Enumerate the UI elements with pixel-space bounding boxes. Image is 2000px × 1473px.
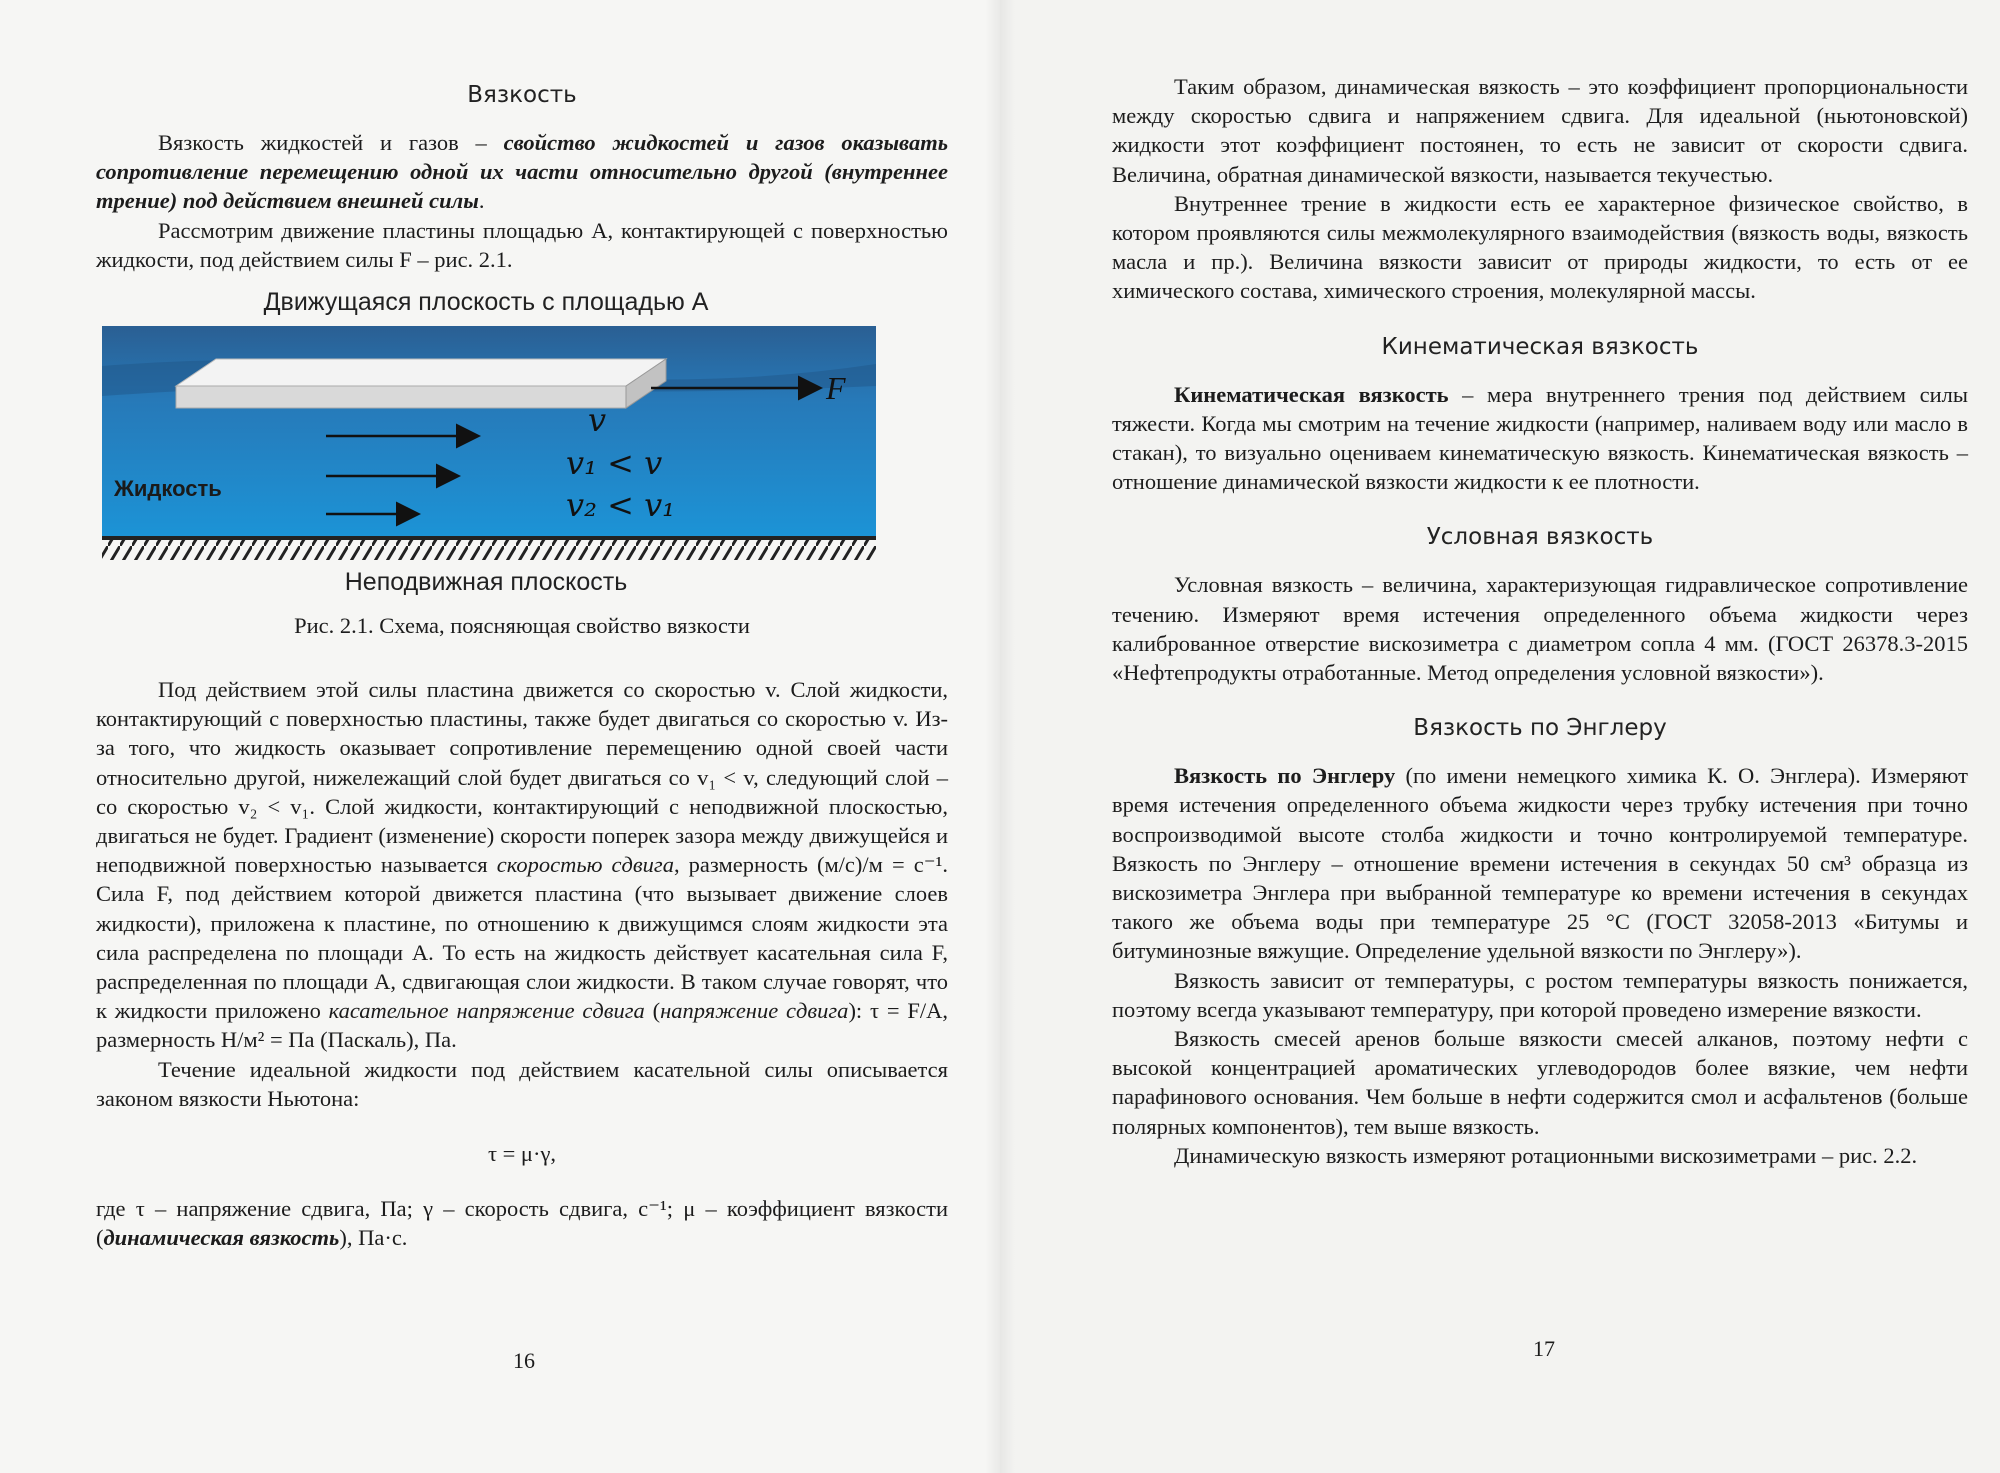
heading-kinematic: Кинематическая вязкость	[1381, 333, 1699, 360]
paragraph-rotational: Динамическую вязкость измеряют ротационными вискозиметрами – рис. 2.2.	[1174, 1142, 1918, 1168]
right-text	[1112, 72, 1968, 1170]
paragraph-newton: Течение идеальной жидкости под действием касательной силы описывается законом вязкости Ньютона:	[96, 1056, 948, 1111]
paragraph-definition	[96, 128, 948, 216]
legend-text-2: ), Па·с.	[339, 1225, 408, 1251]
figure-caption: Рис. 2.1. Схема, поясняющая свойство вязкости	[294, 613, 750, 638]
heading-viscosity: Вязкость	[467, 82, 577, 108]
paragraph-internal-friction: Внутреннее трение в жидкости есть ее характерное физическое свойство, в котором проявляются силы межмолекулярного взаимодействия (вязкость воды, вязкость масла и пр.). Величина вязкости зависит от природы жидкости, то есть от ее химического состава, химического строения, молекулярной массы.	[1112, 190, 1968, 304]
definition-end: .	[478, 188, 485, 214]
liquid-label: Жидкость	[114, 476, 222, 501]
heading-engler: Вязкость по Энглеру	[1413, 715, 1667, 742]
left-bottom-text	[96, 675, 948, 1253]
v-label: v	[588, 401, 607, 439]
shear-stress-term: касательное напряжение сдвига	[328, 998, 645, 1024]
paragraph-engler	[1112, 761, 1968, 965]
shear-text-1: Под действием этой силы пластина движется со скоростью v. Слой жидкости, контактирующий с поверхностью пластины, также будет двигаться со скоростью v. Из-за того, что жидкость оказывает сопротивление перемещению одной своей части относительно другой, нижележащий слой будет двигаться со v₁ < v, следующий слой – со скоростью v₂ < v₁. Слой жидкости, контактирующий с неподвижной плоскостью, двигаться не будет. Градиент (изменение) скорости поперек зазора между движущейся и неподвижной поверхностью называется	[96, 677, 948, 878]
dynamic-viscosity-term: динамическая вязкость	[103, 1225, 340, 1251]
kinematic-term: Кинематическая вязкость	[1174, 381, 1449, 407]
heading-conditional: Условная вязкость	[1426, 524, 1654, 551]
v1-label: v₁ < v	[566, 444, 663, 482]
paragraph-arenes: Вязкость смесей аренов больше вязкости смесей алканов, поэтому нефти с высокой концентрацией ароматических углеводородов более вязкие, чем нефти парафинового основания. Чем больше в нефти содержится смол и асфальтенов (больше полярных компонентов), тем выше вязкость.	[1112, 1026, 1968, 1139]
engler-term: Вязкость по Энглеру	[1174, 763, 1396, 789]
paragraph-conditional: Условная вязкость – величина, характеризующая гидравлическое сопротивление течению. Измеряют время истечения определенного объема жидкости через калиброванное отверстие вискозиметра с диаметром сопла 4 мм. (ГОСТ 26378.3-2015 «Нефтепродукты отработанные. Метод определения условной вязкости»).	[1112, 572, 1968, 686]
figure-top-label: Движущаяся плоскость с площадью А	[263, 288, 709, 316]
newton-formula: τ = μ·γ,	[487, 1141, 557, 1167]
definition-lead: Вязкость жидкостей и газов –	[158, 130, 504, 155]
shear-rate-term: скоростью сдвига	[496, 852, 674, 878]
paragraph-kinematic	[1112, 380, 1968, 497]
left-top-text	[96, 80, 948, 274]
engler-text: (по имени немецкого химика К. О. Энглера). Измеряют время истечения определенного объема жидкости через трубку истечения при точно воспроизводимой высоте столба жидкости и точно контролируемой температуре. Вязкость по Энглеру – отношение времени истечения в секундах 50 см³ образца из вискозиметра Энглера при выбранной температуре ко времени истечения в секундах такого же объема воды при температуре 25 °C (ГОСТ 32058-2013 «Битумы и битуминозные вяжущие. Определение удельной вязкости по Энглеру»).	[1112, 763, 1968, 964]
paragraph-dynamic-summary: Таким образом, динамическая вязкость – это коэффициент пропорциональности между скоростью сдвига и напряжением сдвига. Для идеальной (ньютоновской) жидкости этот коэффициент постоянен, то есть не зависит от скорости сдвига. Величина, обратная динамической вязкости, называется текучестью.	[1112, 74, 1968, 187]
liquid-layer	[102, 326, 876, 536]
paragraph-plate: Рассмотрим движение пластины площадью A, контактирующей с поверхностью жидкости, под действием силы F – рис. 2.1.	[96, 217, 948, 272]
paragraph-temperature: Вязкость зависит от температуры, с ростом температуры вязкость понижается, поэтому всегда указывают температуру, при которой проведено измерение вязкости.	[1112, 967, 1968, 1022]
definition-emphasis: свойство жидкостей и газов оказывать сопротивление перемещению одной их части относительно другой (внутреннее трение) под действием внешней силы	[96, 130, 948, 214]
force-label: F	[826, 370, 846, 406]
fixed-plane-hatching	[102, 540, 876, 560]
paragraph-formula-legend	[96, 1194, 948, 1252]
figure-bottom-label: Неподвижная плоскость	[344, 568, 628, 596]
paragraph-shear	[96, 675, 948, 1055]
page-number-left: 16	[513, 1348, 535, 1373]
book-gutter	[985, 0, 1015, 1473]
shear-text-4: ): τ = F/A, размерность Н/м² = Па (Паскаль), Па.	[96, 998, 948, 1053]
legend-text-1: где τ – напряжение сдвига, Па; γ – скорость сдвига, с⁻¹; μ – коэффициент вязкости (	[96, 1196, 948, 1251]
figure-diagram	[96, 326, 896, 566]
v2-label: v₂ < v₁	[566, 486, 675, 524]
kinematic-text: – мера внутреннего трения под действием силы тяжести. Когда мы смотрим на течение жидкости (например, наливаем воду или масло в стакан), то визуально оцениваем кинематическую вязкость. Кинематическая вязкость – отношение динамической вязкости жидкости к ее плотности.	[1112, 381, 1968, 495]
shear-stress-short-term: напряжение сдвига	[660, 998, 849, 1024]
page-number-right: 17	[1533, 1336, 1555, 1361]
shear-text-3: (	[644, 998, 661, 1024]
shear-text-2: , размерность (м/с)/м = с⁻¹. Сила F, под действием которой движется пластина (что вызывает движение слоев жидкости), приложена к пластине, по отношению к движущимся слоям жидкости эта сила распределена по площади A. То есть на жидкость действует касательная сила F, распределенная по площади A, сдвигающая слои жидкости. В таком случае говорят, что к жидкости приложено	[96, 852, 948, 1024]
